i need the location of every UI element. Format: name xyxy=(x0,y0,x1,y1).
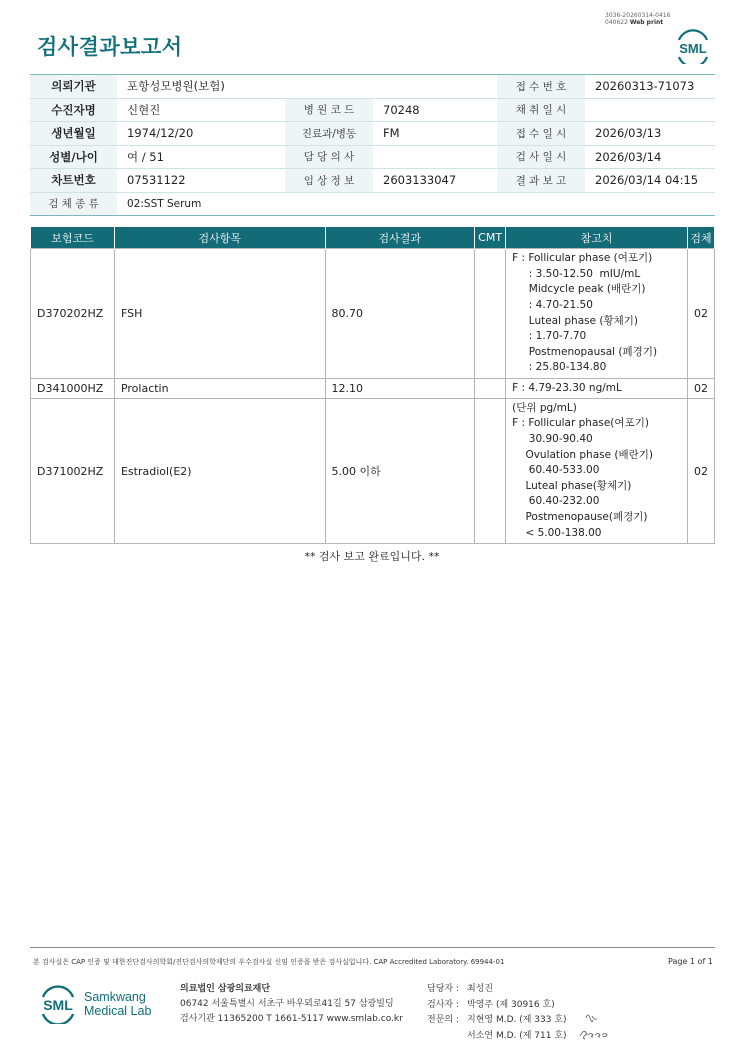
result-specimen: 02 xyxy=(687,249,714,379)
header-reference: 참고치 xyxy=(506,227,688,249)
result-specimen: 02 xyxy=(687,399,714,544)
svg-text:SML: SML xyxy=(43,997,73,1013)
result-reference xyxy=(506,399,688,544)
corporation-address: 06742 서울특별시 서초구 바우뫼로41길 57 삼광빌딩 xyxy=(180,999,394,1009)
print-id-line1: 3036-20260314-0416 xyxy=(605,12,671,19)
result-specimen: 02 xyxy=(687,379,714,399)
result-cmt xyxy=(475,399,506,544)
receipt-no-label: 접 수 번 호 xyxy=(497,75,585,98)
accreditation-note: 본 검사실은 CAP 인증 및 대한진단검사의학회/진단검사의학재단의 우수검사실 신임 인증을 받은 검사실입니다. CAP Accredited Laboratory. 69944-01 xyxy=(33,958,505,966)
info-row-6 xyxy=(30,193,715,217)
staff-row xyxy=(427,982,567,998)
reference-line: : 25.80-134.80 xyxy=(512,361,607,374)
reference-line: Luteal phase(황체기) xyxy=(512,479,632,492)
reference-line: (단위 pg/mL) xyxy=(512,401,577,414)
staff-role xyxy=(427,1029,467,1045)
corporation-contact: 검사기관 11365200 T 1661-5117 www.smlab.co.kr xyxy=(180,1014,403,1024)
web-print-label: Web print xyxy=(629,19,664,26)
result-cmt xyxy=(475,379,506,399)
staff-name: 지현영 M.D. (제 333 호) xyxy=(467,1015,567,1025)
sml-logo xyxy=(673,26,713,64)
reference-line: : 4.70-21.50 xyxy=(512,298,593,311)
result-item: FSH xyxy=(114,249,325,379)
result-value: 5.00 이하 xyxy=(325,399,475,544)
receipt-date-value: 2026/03/13 xyxy=(595,126,662,141)
report-value: 2026/03/14 04:15 xyxy=(595,173,699,188)
reference-line: 60.40-232.00 xyxy=(512,495,600,508)
info-row-2 xyxy=(30,99,715,123)
page-title: 검사결과보고서 xyxy=(37,35,183,59)
test-date-label: 검 사 일 시 xyxy=(497,146,585,169)
sex-age-label: 성별/나이 xyxy=(30,146,117,169)
reference-line: : 3.50-12.50 mIU/mL xyxy=(512,267,641,280)
info-row-5 xyxy=(30,169,715,193)
reference-line: F : 4.79-23.30 ng/mL xyxy=(512,381,622,394)
birth-value: 1974/12/20 xyxy=(127,126,194,141)
header-specimen: 검체 xyxy=(687,227,714,249)
result-reference xyxy=(506,379,688,399)
result-code: D370202HZ xyxy=(31,249,115,379)
hospital-code-value: 70248 xyxy=(383,102,420,117)
page-number: Page 1 of 1 xyxy=(668,957,713,966)
birth-label: 생년월일 xyxy=(30,122,117,145)
collect-label: 채 취 일 시 xyxy=(497,99,585,122)
staff-role: 전문의 : xyxy=(427,1015,459,1025)
result-value: 12.10 xyxy=(325,379,475,399)
clinical-label: 임 상 정 보 xyxy=(285,169,373,192)
header-result: 검사결과 xyxy=(325,227,475,249)
staff-row xyxy=(427,1013,567,1029)
reference-line: Postmenopause(폐경기) xyxy=(512,510,648,523)
staff-row xyxy=(427,1029,567,1045)
result-row xyxy=(31,379,715,399)
reference-line: Midcycle peak (배란기) xyxy=(512,283,646,296)
staff-name: 박영주 (제 30916 호) xyxy=(467,999,555,1010)
header-code: 보험코드 xyxy=(31,227,115,249)
header-cmt: CMT xyxy=(475,227,506,249)
reference-line: : 1.70-7.70 xyxy=(512,330,587,343)
sex-age-value: 여 / 51 xyxy=(127,149,164,164)
dept-value: FM xyxy=(383,126,400,141)
client-value: 포항성모병원(보험) xyxy=(127,79,225,94)
results-header-row xyxy=(31,227,715,249)
reference-line: 60.40-533.00 xyxy=(512,464,600,477)
completion-message: ** 검사 보고 완료입니다. ** xyxy=(304,550,440,563)
client-label: 의뢰기관 xyxy=(30,75,117,98)
results-table xyxy=(30,226,715,544)
result-code: D371002HZ xyxy=(31,399,115,544)
result-row xyxy=(31,249,715,379)
test-date-value: 2026/03/14 xyxy=(595,149,662,164)
receipt-date-label: 접 수 일 시 xyxy=(497,122,585,145)
chart-value: 07531122 xyxy=(127,173,186,188)
result-item: Prolactin xyxy=(114,379,325,399)
brand-line2: Medical Lab xyxy=(84,1004,152,1018)
sml-logo-footer xyxy=(37,982,79,1024)
patient-value: 신현진 xyxy=(127,102,161,117)
doctor-value xyxy=(373,146,497,169)
svg-text:SML: SML xyxy=(679,41,707,56)
staff-role: 담당자 : xyxy=(427,984,459,994)
hospital-code-label: 병 원 코 드 xyxy=(285,99,373,122)
info-row-4 xyxy=(30,146,715,170)
result-value: 80.70 xyxy=(325,249,475,379)
footer-divider xyxy=(30,947,715,948)
reference-line: Postmenopausal (폐경기) xyxy=(512,345,658,358)
result-code: D341000HZ xyxy=(31,379,115,399)
clinical-value: 2603133047 xyxy=(383,173,457,188)
signatures xyxy=(578,1010,614,1042)
staff-list xyxy=(427,982,567,1044)
brand-name xyxy=(84,990,151,1018)
reference-line: Luteal phase (황체기) xyxy=(512,314,639,327)
reference-line: 30.90-90.40 xyxy=(512,433,593,446)
result-row xyxy=(31,399,715,544)
print-id-line2: 040622 xyxy=(605,19,628,26)
receipt-no-value: 20260313-71073 xyxy=(595,79,695,94)
patient-label: 수진자명 xyxy=(30,99,117,122)
reference-line: F : Follicular phase(여포기) xyxy=(512,417,649,430)
corporation-info xyxy=(180,982,403,1027)
collect-value xyxy=(585,99,715,122)
result-item: Estradiol(E2) xyxy=(114,399,325,544)
specimen-value: 02:SST Serum xyxy=(127,197,202,210)
staff-role: 검사자 : xyxy=(427,999,459,1010)
header-item: 검사항목 xyxy=(114,227,325,249)
brand-line1: Samkwang xyxy=(84,990,146,1004)
patient-info-table xyxy=(30,74,715,216)
staff-name: 최성진 xyxy=(467,984,494,994)
chart-label: 차트번호 xyxy=(30,169,117,192)
reference-line: < 5.00-138.00 xyxy=(512,526,602,539)
info-row-1 xyxy=(30,75,715,99)
print-id xyxy=(605,12,670,26)
result-cmt xyxy=(475,249,506,379)
specimen-label: 검 체 종 류 xyxy=(30,193,117,216)
info-row-3 xyxy=(30,122,715,146)
dept-label: 진료과/병동 xyxy=(285,122,373,145)
doctor-label: 담 당 의 사 xyxy=(285,146,373,169)
result-reference xyxy=(506,249,688,379)
staff-row xyxy=(427,998,567,1014)
reference-line: F : Follicular phase (여포기) xyxy=(512,252,653,265)
corporation-name: 의료법인 삼광의료재단 xyxy=(180,984,271,994)
staff-name: 서소연 M.D. (제 711 호) xyxy=(467,1030,567,1041)
reference-line: Ovulation phase (배란기) xyxy=(512,448,654,461)
report-label: 결 과 보 고 xyxy=(497,169,585,192)
